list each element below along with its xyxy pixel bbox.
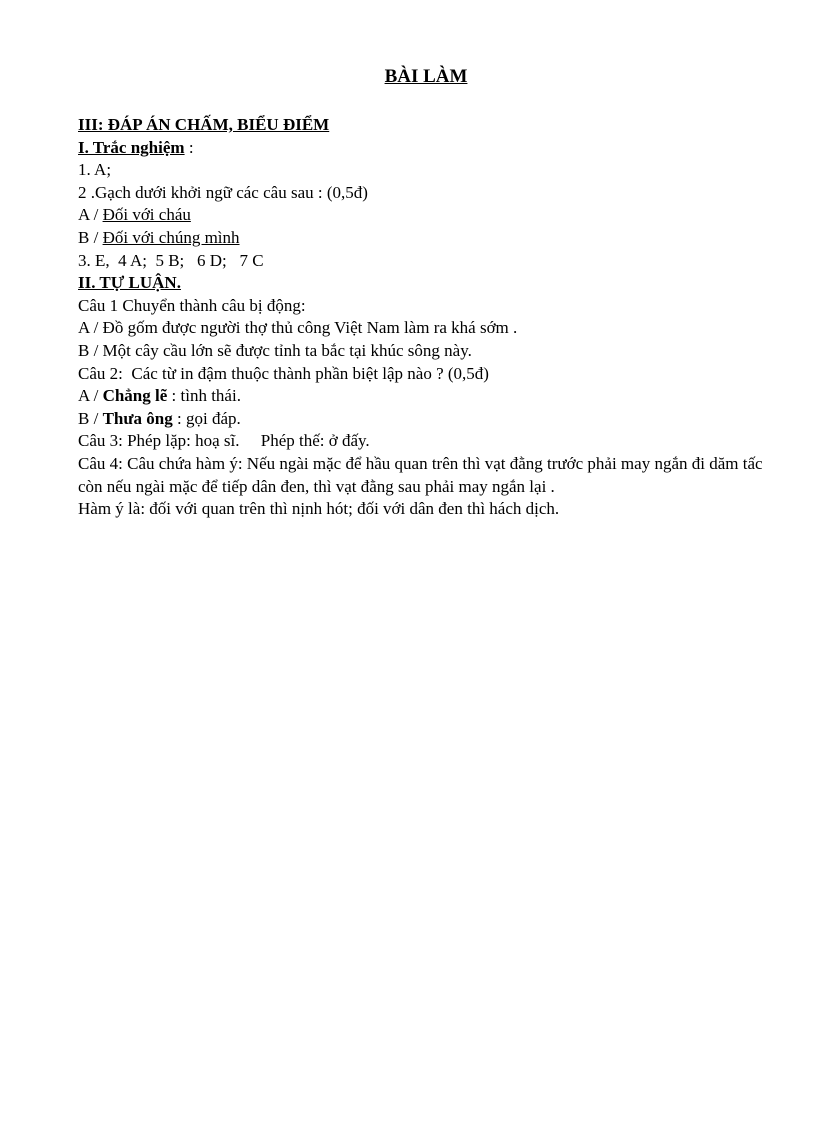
answer-q1: 1. A; (78, 160, 112, 180)
ham-y: Hàm ý là: đối với quan trên thì nịnh hót; đối với dân đen thì hách dịch. (78, 499, 560, 519)
part1-heading-suffix: : (184, 137, 194, 157)
answer-q2-b-text: Đối với chúng mình (102, 227, 240, 247)
cau1-a: A / Đồ gốm được người thợ thủ công Việt Nam làm ra khá sớm . (78, 318, 518, 338)
cau2-a-bold: Chẳng lẽ (102, 386, 168, 406)
cau2: Câu 2: Các từ in đậm thuộc thành phần biệt lập nào ? (0,5đ) (78, 363, 489, 383)
cau2-a-prefix: A / (78, 386, 103, 406)
answer-q2-a-text: Đối với cháu (102, 205, 191, 225)
cau2-b-bold: Thưa ông (102, 408, 173, 428)
cau2-b-rest: : gọi đáp. (172, 408, 241, 428)
answer-q2-b-prefix: B / (78, 227, 103, 247)
cau2-a-rest: : tình thái. (167, 386, 241, 406)
page-title: BÀI LÀM (384, 66, 468, 87)
section-heading: III: ĐÁP ÁN CHẤM, BIỂU ĐIỂM (78, 115, 330, 134)
cau2-b (78, 408, 778, 431)
answer-q2-b (78, 227, 778, 250)
answer-q2-a (78, 204, 778, 227)
cau4: Câu 4: Câu chứa hàm ý: Nếu ngài mặc để hầu quan trên thì vạt đằng trước phải may ngắn đi dăm tấc còn nếu ngài mặc để tiếp dân đen, thì vạt đằng sau phải may ngắn lại . (78, 453, 763, 496)
part1-heading: I. Trắc nghiệm (78, 137, 185, 157)
cau1-b: B / Một cây cầu lớn sẽ được tỉnh ta bắc tại khúc sông này. (78, 340, 472, 360)
document-body (78, 114, 778, 521)
answer-q2-a-prefix: A / (78, 205, 103, 225)
cau3: Câu 3: Phép lặp: hoạ sĩ. Phép thế: ở đấy. (78, 431, 370, 451)
part2-heading: II. TỰ LUẬN. (78, 273, 181, 293)
cau1: Câu 1 Chuyển thành câu bị động: (78, 295, 306, 315)
answer-q3-7: 3. E, 4 A; 5 B; 6 D; 7 C (78, 250, 264, 270)
answer-q2: 2 .Gạch dưới khởi ngữ các câu sau : (0,5đ) (78, 182, 368, 202)
cau2-b-prefix: B / (78, 408, 103, 428)
part1-heading-line (78, 137, 778, 160)
cau2-a (78, 385, 778, 408)
